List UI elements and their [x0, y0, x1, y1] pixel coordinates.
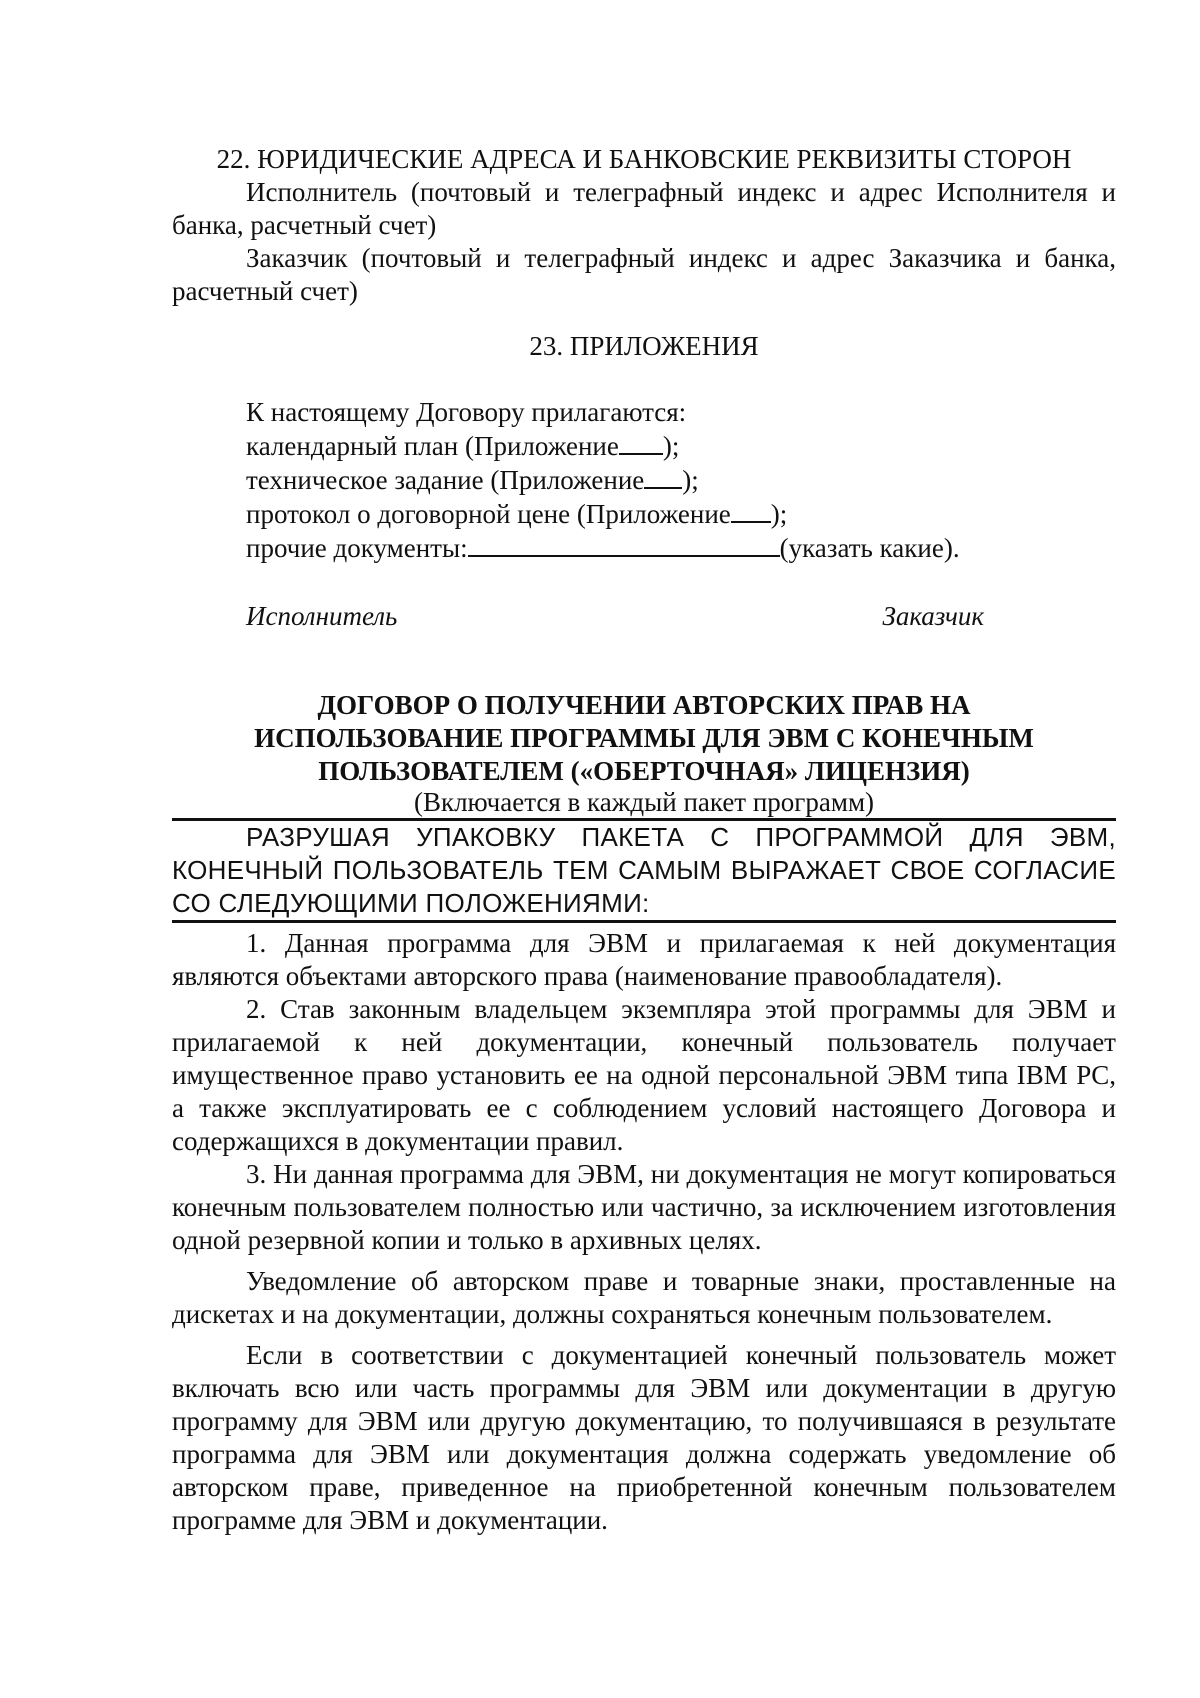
attachment-item-text: протокол о договорной цене (Приложение [246, 499, 731, 529]
contract-title-line: ДОГОВОР О ПОЛУЧЕНИИ АВТОРСКИХ ПРАВ НА [317, 690, 971, 720]
signature-customer: Заказчик [882, 601, 984, 631]
term-paragraph: Уведомление об авторском праве и товарные знаки, проставленные на дискетах и на документации, должны сохраняться конечным пользователем. [172, 1266, 1116, 1329]
contract-title-line: ПОЛЬЗОВАТЕЛЕМ («ОБЕРТОЧНАЯ» ЛИЦЕНЗИЯ) [318, 756, 970, 786]
notice-text: РАЗРУШАЯ УПАКОВКУ ПАКЕТА С ПРОГРАММОЙ ДЛЯ ЭВМ, КОНЕЧНЫЙ ПОЛЬЗОВАТЕЛЬ ТЕМ САМЫМ ВЫРАЖАЕТ СВОЕ СОГЛАСИЕ СО СЛЕДУЮЩИМИ ПОЛОЖЕНИЯМИ: [172, 822, 1116, 918]
term-paragraph: 2. Став законным владельцем экземпляра этой программы для ЭВМ и прилагаемой к ней документации, конечный пользователь получает имущественное право установить ее на одной персональной ЭВМ типа IBM PC, а также эксплуатировать ее с соблюдением условий настоящего Договора и содержащихся в документации правил. [172, 994, 1116, 1156]
blank-line [619, 429, 663, 455]
blank-line [468, 531, 780, 557]
customer-details: Заказчик (почтовый и телеграфный индекс и адрес Заказчика и банка, расчетный счет) [172, 243, 1116, 306]
signature-row [246, 600, 984, 633]
attachment-item [246, 463, 1116, 497]
signature-executor: Исполнитель [246, 601, 398, 631]
attachment-other [246, 531, 1116, 565]
notice-box [172, 818, 1116, 923]
contract-terms [172, 927, 1116, 1537]
contract-title [172, 689, 1116, 788]
attachment-item-end: ); [662, 431, 680, 461]
attachment-other-end: (указать какие). [779, 533, 960, 563]
blank-line [644, 463, 682, 489]
section-22-heading: 22. ЮРИДИЧЕСКИЕ АДРЕСА И БАНКОВСКИЕ РЕКВИЗИТЫ СТОРОН [216, 144, 1072, 174]
contract-subtitle: (Включается в каждый пакет программ) [413, 787, 875, 817]
attachment-item-end: ); [682, 465, 699, 495]
contract-title-line: ИСПОЛЬЗОВАНИЕ ПРОГРАММЫ ДЛЯ ЭВМ С КОНЕЧНЫМ [254, 723, 1034, 753]
document-page [172, 143, 1116, 1537]
term-paragraph: 1. Данная программа для ЭВМ и прилагаемая к ней документация являются объектами авторского права (наименование правообладателя). [172, 928, 1116, 991]
attachments-list [246, 396, 1116, 565]
section-23-heading: 23. ПРИЛОЖЕНИЯ [529, 331, 759, 361]
term-paragraph: 3. Ни данная программа для ЭВМ, ни документация не могут копироваться конечным пользователем полностью или частично, за исключением изготовления одной резервной копии и только в архивных целях. [172, 1159, 1116, 1255]
attachment-item-text: техническое задание (Приложение [246, 465, 645, 495]
attachment-other-label: прочие документы: [246, 533, 468, 563]
attachment-item [246, 429, 1116, 463]
blank-line [731, 497, 771, 523]
attachment-item-end: ); [770, 499, 788, 529]
attachment-item [246, 497, 1116, 531]
term-paragraph: Если в соответствии с документацией конечный пользователь может включать всю или часть программы для ЭВМ или документации в другую программу для ЭВМ или другую документацию, то получившаяся в результате программа для ЭВМ или документация должна содержать уведомление об авторском праве, приведенное на приобретенной конечным пользователем программе для ЭВМ и документации. [172, 1340, 1116, 1535]
attachments-intro: К настоящему Договору прилагаются: [246, 397, 687, 427]
attachment-item-text: календарный план (Приложение [246, 431, 619, 461]
executor-details: Исполнитель (почтовый и телеграфный индекс и адрес Исполнителя и банка, расчетный счет) [172, 177, 1116, 240]
